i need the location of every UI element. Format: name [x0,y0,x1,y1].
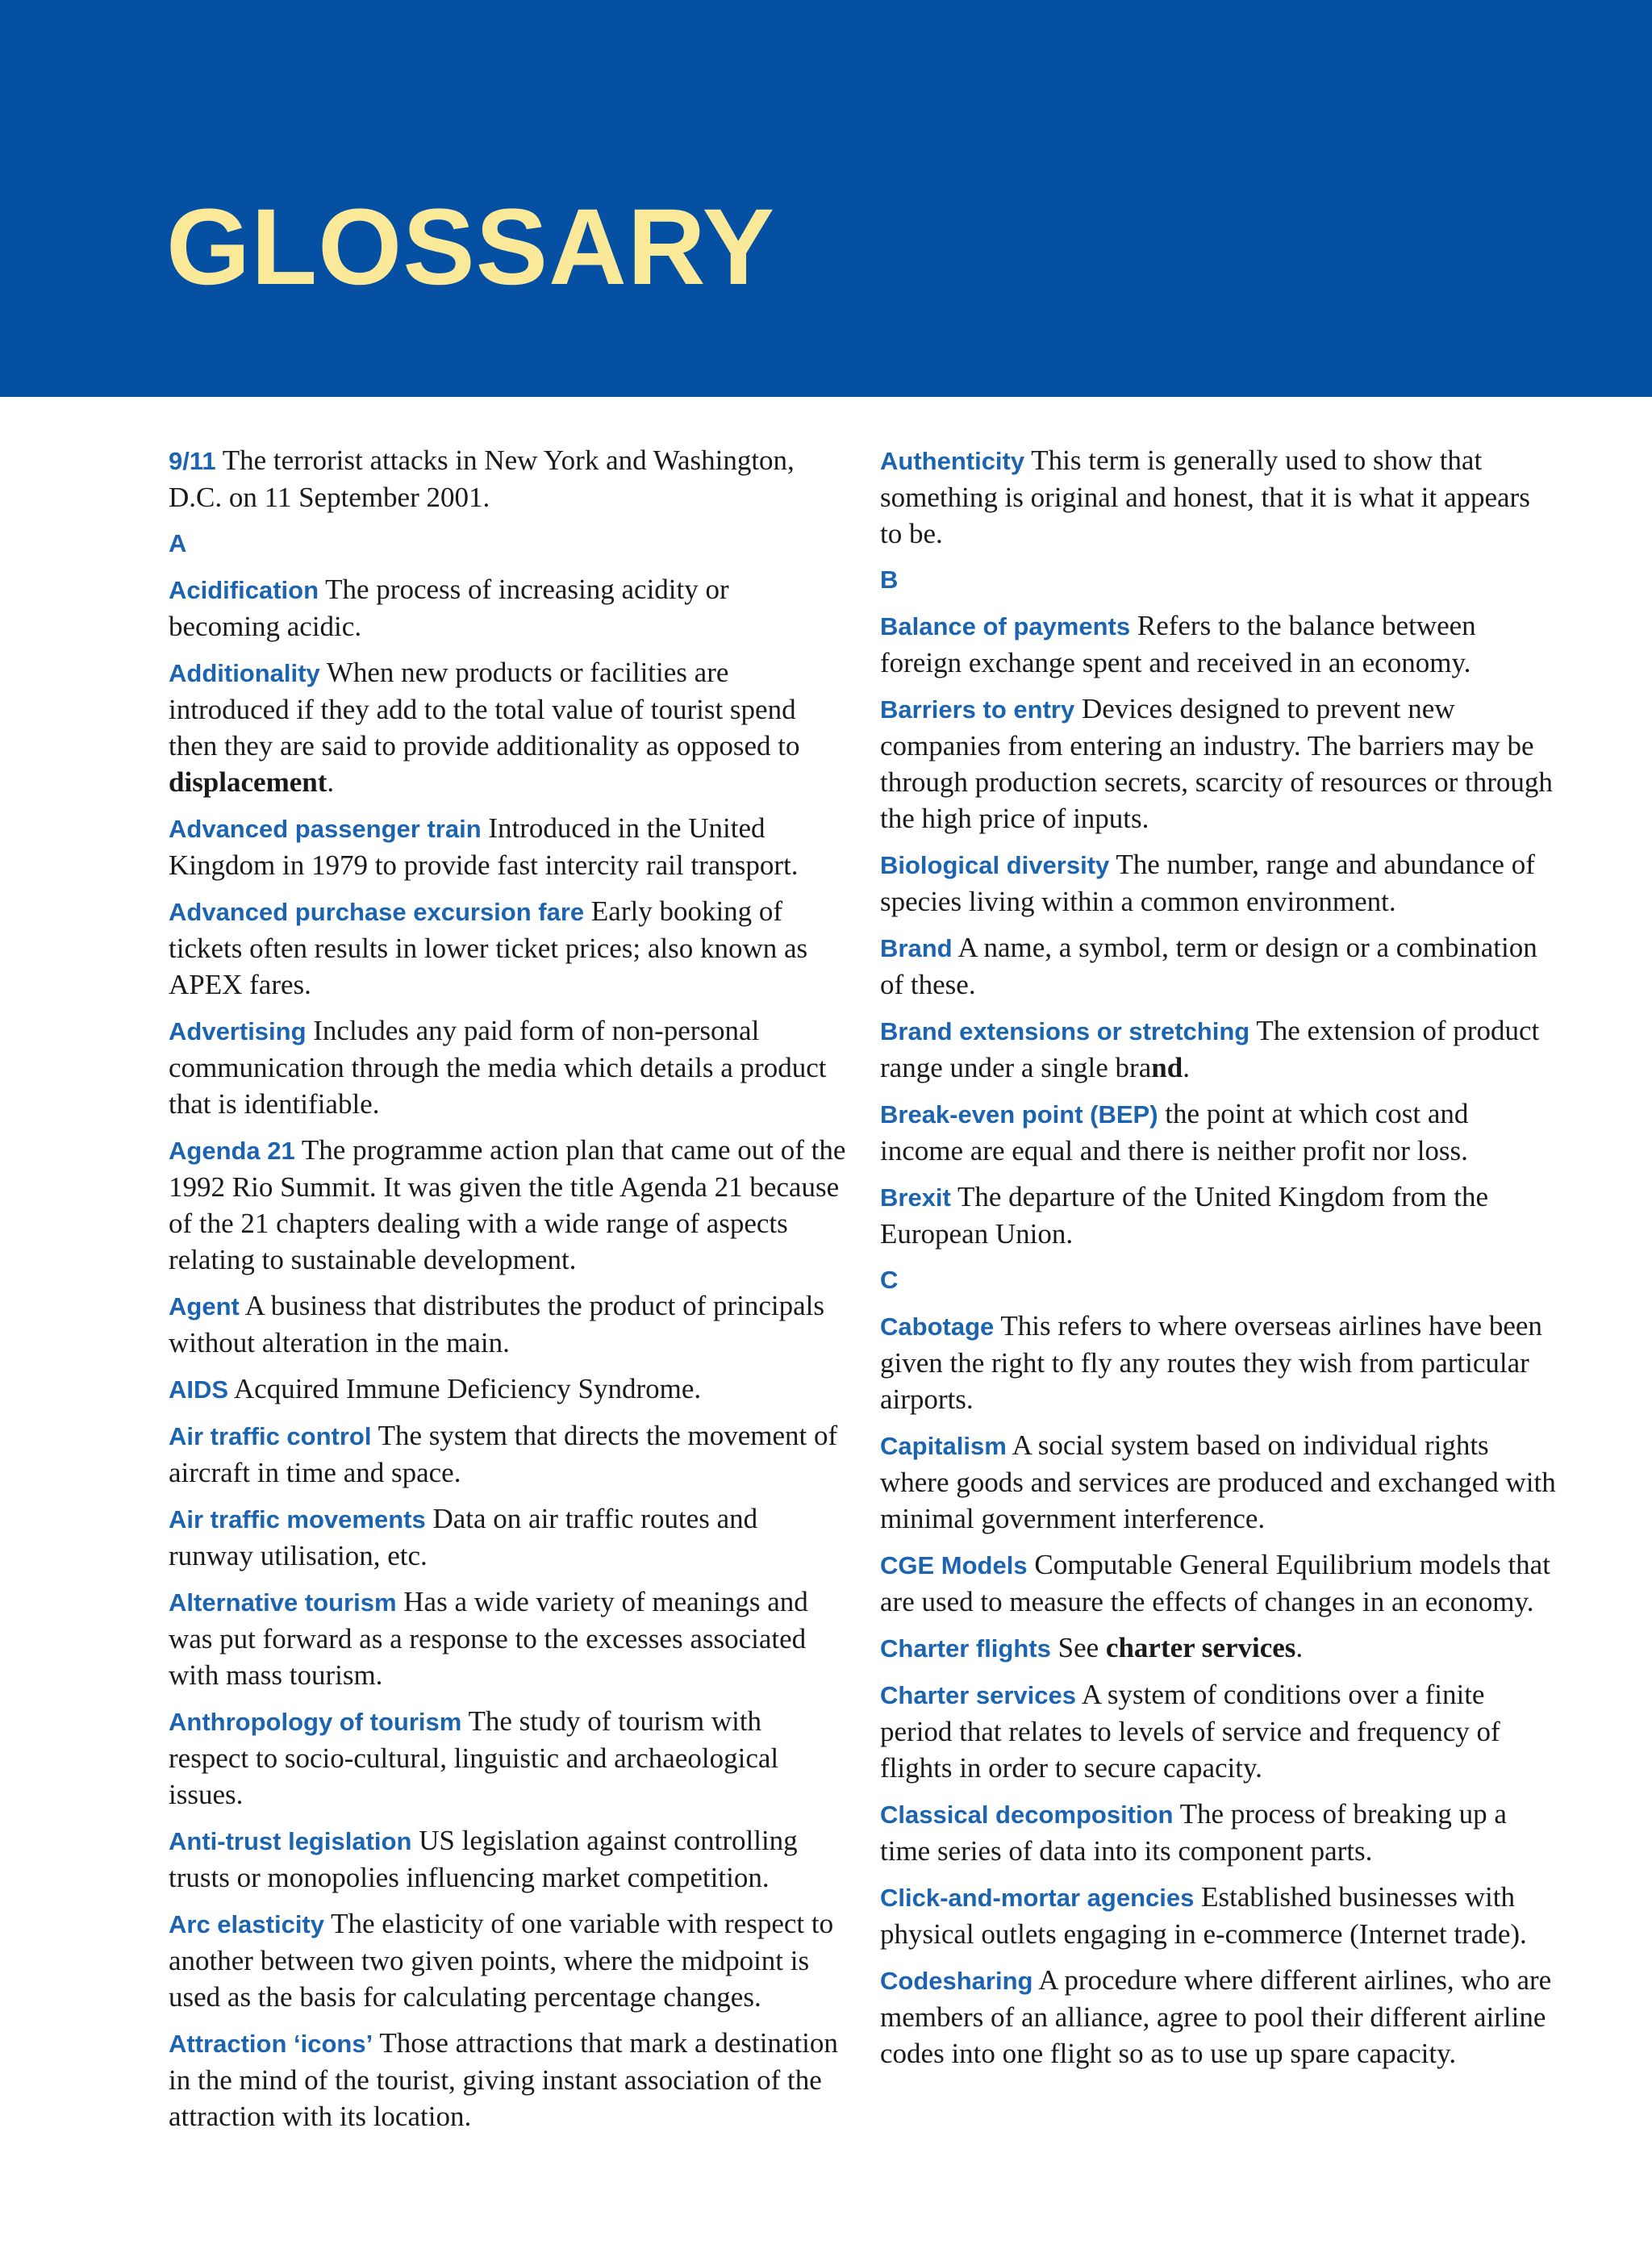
glossary-definition: Early booking of tickets often results in lower ticket prices; also known as APEX fares. [169,895,808,1000]
glossary-entry [880,1095,1556,1169]
glossary-term: Balance of payments [880,612,1131,641]
glossary-entry [880,691,1556,837]
glossary-entry [880,1630,1556,1667]
glossary-definition: Those attractions that mark a destination in the mind of the tourist, giving instant association of the attraction with its location. [169,2027,838,2132]
glossary-term: Additionality [169,659,320,687]
glossary-entry [169,654,846,800]
glossary-entry [169,571,846,645]
glossary-definition: A business that distributes the product of principals without alteration in the main. [169,1290,825,1358]
glossary-entry [880,1427,1556,1537]
glossary-entry [880,442,1556,552]
section-letter: B [880,565,899,594]
glossary-term: Break-even point (BEP) [880,1100,1158,1129]
glossary-term: Charter services [880,1681,1076,1709]
glossary-definition: the point at which cost and income are equal and there is neither profit nor loss. [880,1098,1469,1166]
glossary-definition: Data on air traffic routes and runway utilisation, etc. [169,1503,758,1571]
glossary-definition: Devices designed to prevent new companies from entering an industry. The barriers may be through production secrets, scarcity of resources or through the high price of inputs. [880,693,1553,834]
glossary-entry [880,1879,1556,1952]
glossary-term: Alternative tourism [169,1588,397,1617]
glossary-definition: A social system based on individual rights where goods and services are produced and exchanged with minimal government interference. [880,1429,1556,1534]
glossary-definition: See [1058,1632,1099,1663]
cross-reference: displacement [169,766,327,798]
glossary-definition: The terrorist attacks in New York and Washington, D.C. on 11 September 2001. [169,444,795,513]
glossary-entry [880,846,1556,920]
entry-punctuation: . [1295,1632,1304,1663]
glossary-entry [169,1012,846,1122]
glossary-term: Brand [880,934,953,962]
glossary-term: Biological diversity [880,851,1110,879]
glossary-definition: When new products or facilities are introduced if they add to the total value of tourist spend then they are said to provide additionality as opposed to [169,657,800,762]
glossary-definition: Acquired Immune Deficiency Syndrome. [233,1373,702,1404]
glossary-term: Capitalism [880,1432,1007,1460]
glossary-column-left [169,442,846,2144]
entry-punctuation: . [327,766,335,798]
glossary-entry [169,1703,846,1813]
glossary-header-band [0,0,1652,397]
glossary-entry [880,1796,1556,1869]
glossary-definition: This term is generally used to show that something is original and honest, that it is what it appears to be. [880,444,1530,549]
glossary-definition: The system that directs the movement of aircraft in time and space. [169,1420,838,1488]
glossary-definition: Refers to the balance between foreign exchange spent and received in an economy. [880,610,1476,678]
glossary-term: Air traffic control [169,1422,372,1450]
glossary-term: Authenticity [880,447,1025,475]
glossary-definition: The number, range and abundance of species living within a common environment. [880,849,1535,917]
glossary-definition: Computable General Equilibrium models that are used to measure the effects of changes in an economy. [880,1549,1550,1617]
glossary-term: Advertising [169,1017,307,1045]
glossary-definition: US legislation against controlling trusts or monopolies influencing market competition. [169,1825,798,1893]
glossary-column-right [880,442,1556,2081]
glossary-entry [880,1012,1556,1086]
glossary-entry [169,1132,846,1278]
glossary-term: Air traffic movements [169,1505,426,1534]
glossary-entry [169,1905,846,2015]
glossary-definition: The process of breaking up a time series of data into its component parts. [880,1798,1507,1867]
glossary-definition: The elasticity of one variable with respect to another between two given points, where the midpoint is used as the basis for calculating percentage changes. [169,1908,834,2013]
glossary-entry [169,442,846,515]
glossary-definition: This refers to where overseas airlines have been given the right to fly any routes they wish from particular airports. [880,1310,1542,1415]
glossary-term: AIDS [169,1375,229,1404]
entry-punctuation: . [1183,1052,1190,1083]
glossary-definition: Includes any paid form of non-personal communication through the media which details a product that is identifiable. [169,1015,827,1120]
glossary-term: Advanced passenger train [169,815,482,843]
glossary-entry [169,1371,846,1408]
glossary-term: Acidification [169,576,319,604]
glossary-entry [880,1546,1556,1620]
glossary-entry [880,1179,1556,1252]
glossary-term: Codesharing [880,1967,1033,1995]
glossary-term: Attraction ‘icons’ [169,2030,373,2058]
glossary-term: Brexit [880,1183,951,1212]
glossary-term: Anthropology of tourism [169,1708,462,1736]
glossary-entry [169,893,846,1003]
glossary-entry [169,810,846,883]
glossary-definition: A name, a symbol, term or design or a combination of these. [880,932,1537,1000]
cross-reference: charter services [1105,1632,1296,1663]
section-letter: C [880,1266,899,1294]
glossary-definition: The extension of product range under a single bra [880,1015,1540,1083]
glossary-term: Agenda 21 [169,1137,295,1165]
glossary-entry [169,2025,846,2134]
glossary-entry [880,607,1556,681]
glossary-term: Anti-trust legislation [169,1827,412,1855]
glossary-entry [880,929,1556,1003]
glossary-definition: The study of tourism with respect to socio-cultural, linguistic and archaeological issues. [169,1705,779,1810]
glossary-entry [169,1417,846,1491]
glossary-definition: A procedure where different airlines, who are members of an alliance, agree to pool their different airline codes into one flight so as to use up spare capacity. [880,1964,1552,2069]
glossary-entry [169,1584,846,1693]
glossary-definition: The programme action plan that came out of the 1992 Rio Summit. It was given the title Agenda 21 because of the 21 chapters dealing with a wide range of aspects relating to sustainable development. [169,1134,846,1275]
glossary-term: Arc elasticity [169,1910,324,1938]
page-title: GLOSSARY [166,187,776,307]
glossary-term: Classical decomposition [880,1801,1174,1829]
glossary-term: 9/11 [169,447,216,475]
glossary-entry [169,1287,846,1361]
glossary-entry [169,1822,846,1896]
glossary-term: Agent [169,1292,240,1321]
glossary-term: Charter flights [880,1634,1051,1663]
cross-reference: nd [1151,1052,1183,1083]
glossary-definition: The departure of the United Kingdom from the European Union. [880,1181,1488,1250]
glossary-term: Click-and-mortar agencies [880,1884,1195,1912]
glossary-definition: Introduced in the United Kingdom in 1979 to provide fast intercity rail transport. [169,812,799,881]
glossary-term: CGE Models [880,1551,1028,1579]
glossary-entry [880,1308,1556,1417]
glossary-term: Advanced purchase excursion fare [169,898,585,926]
glossary-entry [169,1500,846,1574]
glossary-entry [880,1676,1556,1786]
glossary-term: Cabotage [880,1312,995,1341]
glossary-term: Brand extensions or stretching [880,1017,1250,1045]
glossary-definition: Has a wide variety of meanings and was put forward as a response to the excesses associated with mass tourism. [169,1586,808,1691]
glossary-entry [880,1962,1556,2072]
glossary-definition: The process of increasing acidity or becoming acidic. [169,574,729,642]
section-letter: A [169,529,187,557]
glossary-term: Barriers to entry [880,695,1075,724]
glossary-definition: Established businesses with physical outlets engaging in e-commerce (Internet trade). [880,1881,1527,1950]
glossary-definition: A system of conditions over a finite period that relates to levels of service and frequency of flights in order to secure capacity. [880,1679,1500,1784]
